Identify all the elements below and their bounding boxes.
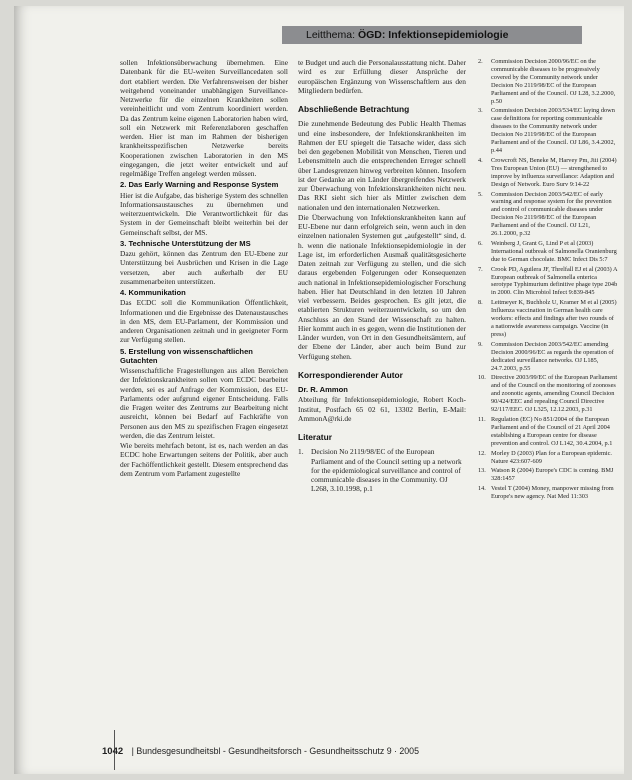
reference-item [478,416,618,448]
col1-paragraph-4: Das ECDC soll die Kommunikation Öffentlichkeit, Informationen und die Ergebnisse des Datenaustausches in den MS, dem EU-Parlament, der Kommission und anderen Organisationen zeitnah und in geeigneter Form zur Verfügung stellen. [120,298,288,345]
page-number: 1042 [102,746,124,757]
reference-number: 14. [478,485,486,493]
section-heading-conclusion: Abschließende Betrachtung [298,104,410,114]
reference-item [478,191,618,238]
col1-heading-2: 2. Das Early Warning and Response System [120,180,279,190]
running-header [282,26,582,44]
col1-paragraph-1: sollen Infektionsüberwachung übernehmen. Eine Datenbank für die EU-weiten Surveillancedaten soll dort etabliert werden. Die Verfahrensweisen der bisher weitgehend voneinander unabhängigen Surveillance-Netzwerke für die einzelnen Krankheiten sollen vereinheitlicht und vom Zentrum koordiniert werden. Da das Zentrum keine eigenen Laboratorien haben wird, soll ein Netzwerk mit Referenzlaboren geschaffen werden. Hier ist man im Rahmen der bisherigen krankheitsspezifischen Netzwerke bereits Kooperationen zwischen Laboratorien in den MS eingegangen, die jetzt weiter entwickelt und auf regelmäßige Treffen angelegt werden müssen. [120,58,288,178]
col1-heading-5: 5. Erstellung von wissenschaftlichen Gutachten [120,346,253,365]
journal-citation: | Bundesgesundheitsbl - Gesundheitsforsch - Gesundheitsschutz 9 · 2005 [131,746,419,756]
col2-paragraph-1: te Budget und auch die Personalausstattung nicht. Daher wird es zur Erfüllung dieser Ansprüche der europäischen Ergänzung von Wissenschaftlern aus den Mitgliedern bedürfen. [298,58,466,95]
reference-item [298,447,466,493]
col1-heading-4: 4. Kommunikation [120,288,186,297]
reference-item [478,107,618,154]
reference-text: Commission Decision 2003/534/EC laying down case definitions for reporting communicable diseases to the Community network under Decision No 2119/98/EC of the European Parliament and of the Council. OJ L86, 3.4.2002, p.44 [491,107,616,154]
col2-paragraph-2: Die zunehmende Bedeutung des Public Health Themas und eine insbesondere, der Infektionskrankheiten im Rahmen der EU spiegelt die Tatsache wider, dass sich bei den gegebenen Mobilität von Menschen, Tieren und Lebensmitteln auch die entsprechenden Erreger schnell über Landesgrenzen hinweg verbreiten können. Insofern ist der Gedanke an ein Länder übergreifendes Netzwerk zur Überwachung von Infektionskrankheiten nicht neu. Das RKI sieht sich hier als Mittler zwischen dem nationalen und den internationalen Netzwerken. [298,119,466,212]
reference-text: Watson R (2004) Europe's CDC is coming. BMJ 328:1457 [491,467,614,483]
reference-text: Vestel T (2004) Money, manpower missing from Europe's new agency. Nat Med 11:303 [491,485,614,501]
reference-text: Crook PD, Aguilera JF, Threlfall EJ et al (2003) A European outbreak of Salmonella enterica serotype Typhimurium definitive phage type 204b in 2000. Clin Microbiol Infect 9:839-845 [491,265,618,297]
reference-number: 11. [478,415,486,423]
reference-text: Commission Decision 2000/96/EC on the communicable diseases to be progressively covered by the Community network under Decision No 2119/98/EC of the European Parliament and of the Council. OJ L28, 3.2.2000, p.50 [491,58,616,105]
reference-text: Directive 2003/99/EC of the European Parliament and of the Council on the monitoring of zoonoses and zoonotic agents, amending Council Decision 90/424/EEC and repealing Council Directive 92/117/EEC. OJ L325, 12.12.2003, p.31 [491,374,618,414]
reference-item [478,485,618,501]
author-address: Abteilung für Infektionsepidemiologie, Robert Koch-Institut, Postfach 65 02 61, 13302 Berlin, E-Mail: AmmonA@rki.de [298,395,466,423]
reference-text: Regulation (EC) No 851/2004 of the European Parliament and of the Council of 21 April 2004 establishing a European centre for disease prevention and control. OJ L142, 30.4.2004, p.1 [491,415,613,447]
col1-paragraph-6: Wie bereits mehrfach betont, ist es, nach werden an das ECDC hohe Erwartungen seitens der Politik, aber auch der Fachöffentlichkeit gestellt. Diesem entsprechend das dem Zentrum vom Parlament zugestellte [120,441,288,478]
col1-paragraph-2: Hier ist die Aufgabe, das bisherige System des schnellen Informationsaustausches zu übernehmen und weiterzuentwickeln. Die Verantwortlichkeit für das System in der Gemeinschaft bleibt weiterhin bei der Gemeinschaft selbst, der MS. [120,190,288,237]
reference-text: Commission Decision 2003/542/EC of early warning and response system for the prevention and control of communicable diseases under Decision No 2119/98/EC of the European Parliament and of the Council. OJ L21, 26.1.2000, p.32 [491,190,612,238]
reference-item [478,467,618,483]
reference-number: 3. [478,107,483,115]
reference-text: Decision No 2119/98/EC of the European Parliament and of the Council setting up a network for the epidemiological surveillance and control of communicable diseases in the Community. OJ L268, 3.10.1998, p.1 [311,447,462,494]
reference-item [478,450,618,466]
col1-paragraph-5: Wissenschaftliche Fragestellungen aus allen Bereichen der Infektionskrankheiten sollen vom ECDC bearbeitet werden, sei es auf Anfrage der Kommission, des EU-Parlaments oder aufgrund eigener Entscheidung. Falls die Fragen weiter des Zentrums zur Bearbeitung nicht ausreicht, können bei Bedarf auf Fachkräfte von Personen aus den MS zu spezifischen Fragen eingesetzt werden, die das Zentrum leistet. [120,366,288,440]
reference-number: 5. [478,190,483,198]
reference-number: 7. [478,265,483,273]
reference-item [478,299,618,339]
reference-number: 9. [478,340,483,348]
reference-text: Weinberg J, Grant G, Lind P et al (2003) International outbreak of Salmonella Oranienburg due to German chocolate. BMC Infect Dis 5:7 [491,239,617,263]
page-footer [102,746,532,757]
reference-number: 2. [478,58,483,65]
reference-number: 6. [478,239,483,247]
col2-paragraph-3: Die Überwachung von Infektionskrankheiten kann auf EU-Ebene nur dann erfolgreich sein, wenn auch in den einzelnen nationalen Systemen gut „aufgestellt“ sind, d. h. wenn die nationale Infektionsepidemiologie in der Lage ist, im erforderlichen Ausmaß qualitätsgesicherte Daten zeitnah zur Verfügung zu stellen, und die sich daraus ergebenden Folgerungen oder Konsequenzen auch national in Infektionsepidemiologischer Forschung haben. Hier hat Deutschland in den letzten 10 Jahren viel verbessern. Beides gesprochen. Es gilt jetzt, die etablierten Strukturen weiterzuentwickeln, so um den Anschluss an den Stand der Wissenschaft zu halten. Hier kommt auch in es gegen, wenn die Institutionen der Länder wurden, von Ort in den Gesundheitsämtern, auf der Ebene der Länder, aber auch beim Bund zur Verfügung stehen. [298,212,466,361]
journal-page [14,6,624,774]
col1-paragraph-3: Dazu gehört, können das Zentrum den EU-Ebene zur Unterstützung bei Ausbrüchen und Krisen in die Lage versetzen, aber auch außerhalb der EU zusammenarbeiten unterstützen. [120,249,288,286]
column-3-references [478,58,618,503]
column-2 [298,58,466,496]
reference-item [478,374,618,414]
section-heading-literature: Literatur [298,432,332,442]
reference-item [478,58,618,105]
reference-text: Commission Decision 2003/542/EC amending Decision 2000/96/EC as regards the operation of dedicated surveillance networks. OJ L185, 24.7.2003, p.55 [491,340,614,372]
reference-number: 1. [298,447,304,457]
reference-text: Leitmeyer K, Buchholz U, Kramer M et al (2005) Influenza vaccination in German health care workers: effects and findings after two rounds of a nationwide awareness campaign. Vaccine (in press) [491,299,617,338]
reference-item [478,341,618,373]
column-1 [120,58,288,479]
header-title: ÖGD: Infektionsepidemiologie [357,29,509,41]
reference-text: Crowcroft NS, Beneke M, Harvey Pm, Jiii (2004) Tres European Union (EU) — strengthened to improve by influenza surveillance: Adaption and Design of Network. Euro Surv 9:14-22 [491,156,617,188]
reference-number: 12. [478,449,486,457]
reference-number: 8. [478,299,483,307]
col1-heading-3: 3. Technische Unterstützung der MS [120,238,251,248]
reference-number: 13. [478,467,486,475]
reference-number: 4. [478,156,483,164]
section-heading-author: Korrespondierender Autor [298,369,403,380]
reference-number: 10. [478,374,486,382]
reference-item [478,266,618,298]
reference-text: Morley D (2003) Plan for a European epidemic. Nature 423:607-609 [491,449,613,465]
reference-item [478,240,618,264]
reference-item [478,157,618,189]
author-name: Dr. R. Ammon [298,385,348,394]
header-prefix: Leitthema: [306,29,356,41]
